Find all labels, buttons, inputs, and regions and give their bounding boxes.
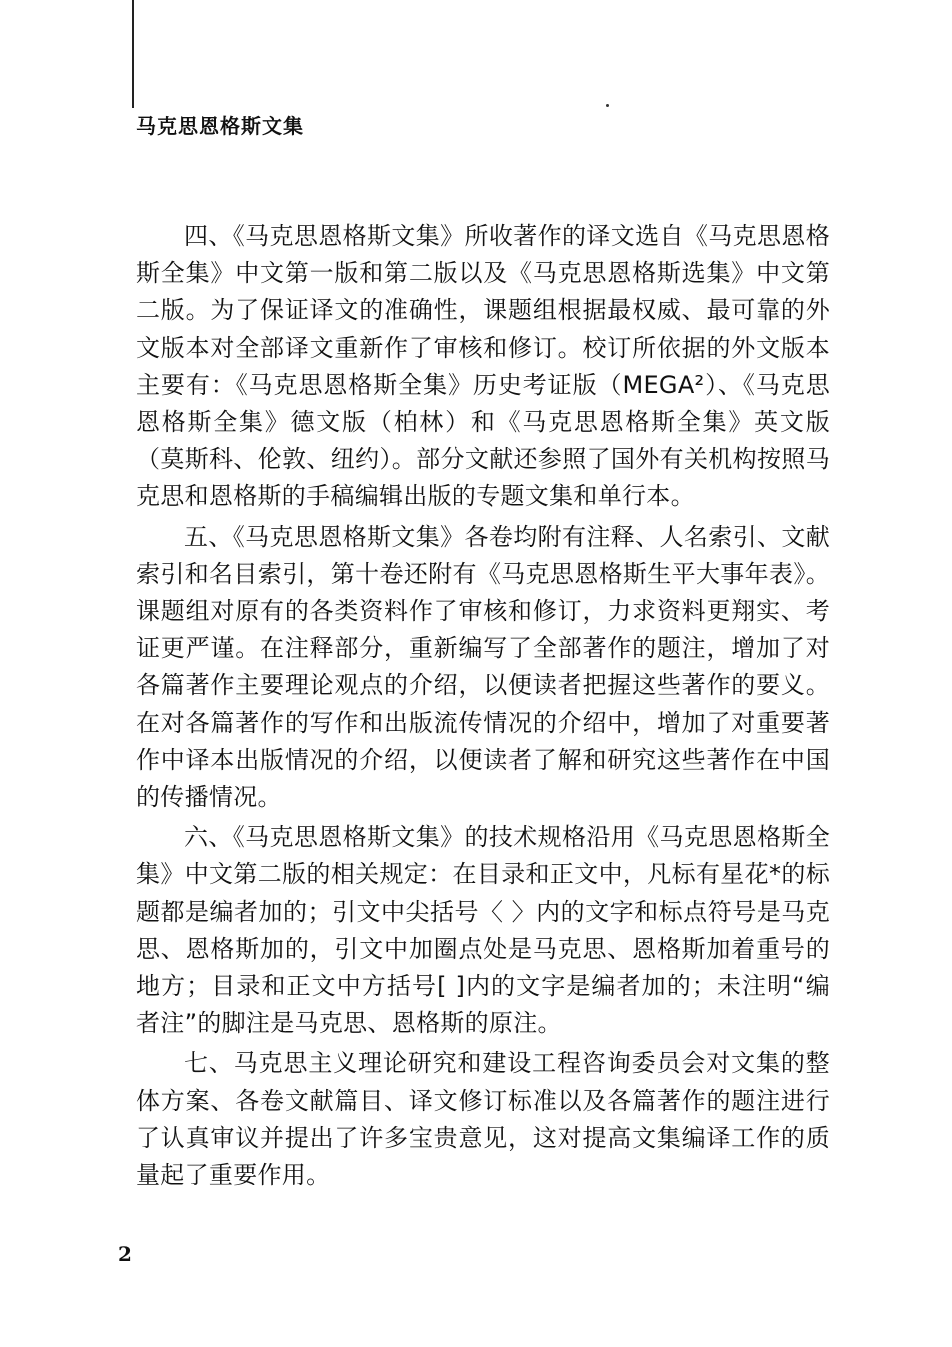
margin-rule [132,0,134,108]
paragraph-six: 六、《马克思恩格斯文集》的技术规格沿用《马克思恩格斯全集》中文第二版的相关规定：在目录和正文中，凡标有星花*的标题都是编者加的；引文中尖括号〈 〉内的文字和标点符号是马克思、恩格斯加的，引文中加圈点处是马克思、恩格斯加着重号的地方；目录和正文中方括号[ ]内的文字是编者加的；未注明“编者注”的脚注是马克思、恩格斯的原注。 [136,823,830,1038]
body-text [136,218,830,1197]
paragraph-seven: 七、马克思主义理论研究和建设工程咨询委员会对文集的整体方案、各卷文献篇目、译文修订标准以及各篇著作的题注进行了认真审议并提出了许多宝贵意见，这对提高文集编译工作的质量起了重要作用。 [136,1049,830,1190]
paragraph-five: 五、《马克思恩格斯文集》各卷均附有注释、人名索引、文献索引和名目索引，第十卷还附有《马克思恩格斯生平大事年表》。课题组对原有的各类资料作了审核和修订，力求资料更翔实、考证更严谨。在注释部分，重新编写了全部著作的题注，增加了对各篇著作主要理论观点的介绍，以便读者把握这些著作的要义。在对各篇著作的写作和出版流传情况的介绍中，增加了对重要著作中译本出版情况的介绍，以便读者了解和研究这些著作在中国的传播情况。 [136,522,830,812]
paragraph-four: 四、《马克思恩格斯文集》所收著作的译文选自《马克思恩格斯全集》中文第一版和第二版以及《马克思恩格斯选集》中文第二版。为了保证译文的准确性，课题组根据最权威、最可靠的外文版本对全部译文重新作了审核和修订。校订所依据的外文版本主要有：《马克思恩格斯全集》历史考证版（MEGA²）、《马克思恩格斯全集》德文版（柏林）和《马克思恩格斯全集》英文版（莫斯科、伦敦、纽约）。部分文献还参照了国外有关机构按照马克思和恩格斯的手稿编辑出版的专题文集和单行本。 [136,222,830,511]
page-number: 2 [118,1242,132,1266]
scan-speck [606,104,609,107]
running-header-title: 马克思恩格斯文集 [136,114,304,138]
